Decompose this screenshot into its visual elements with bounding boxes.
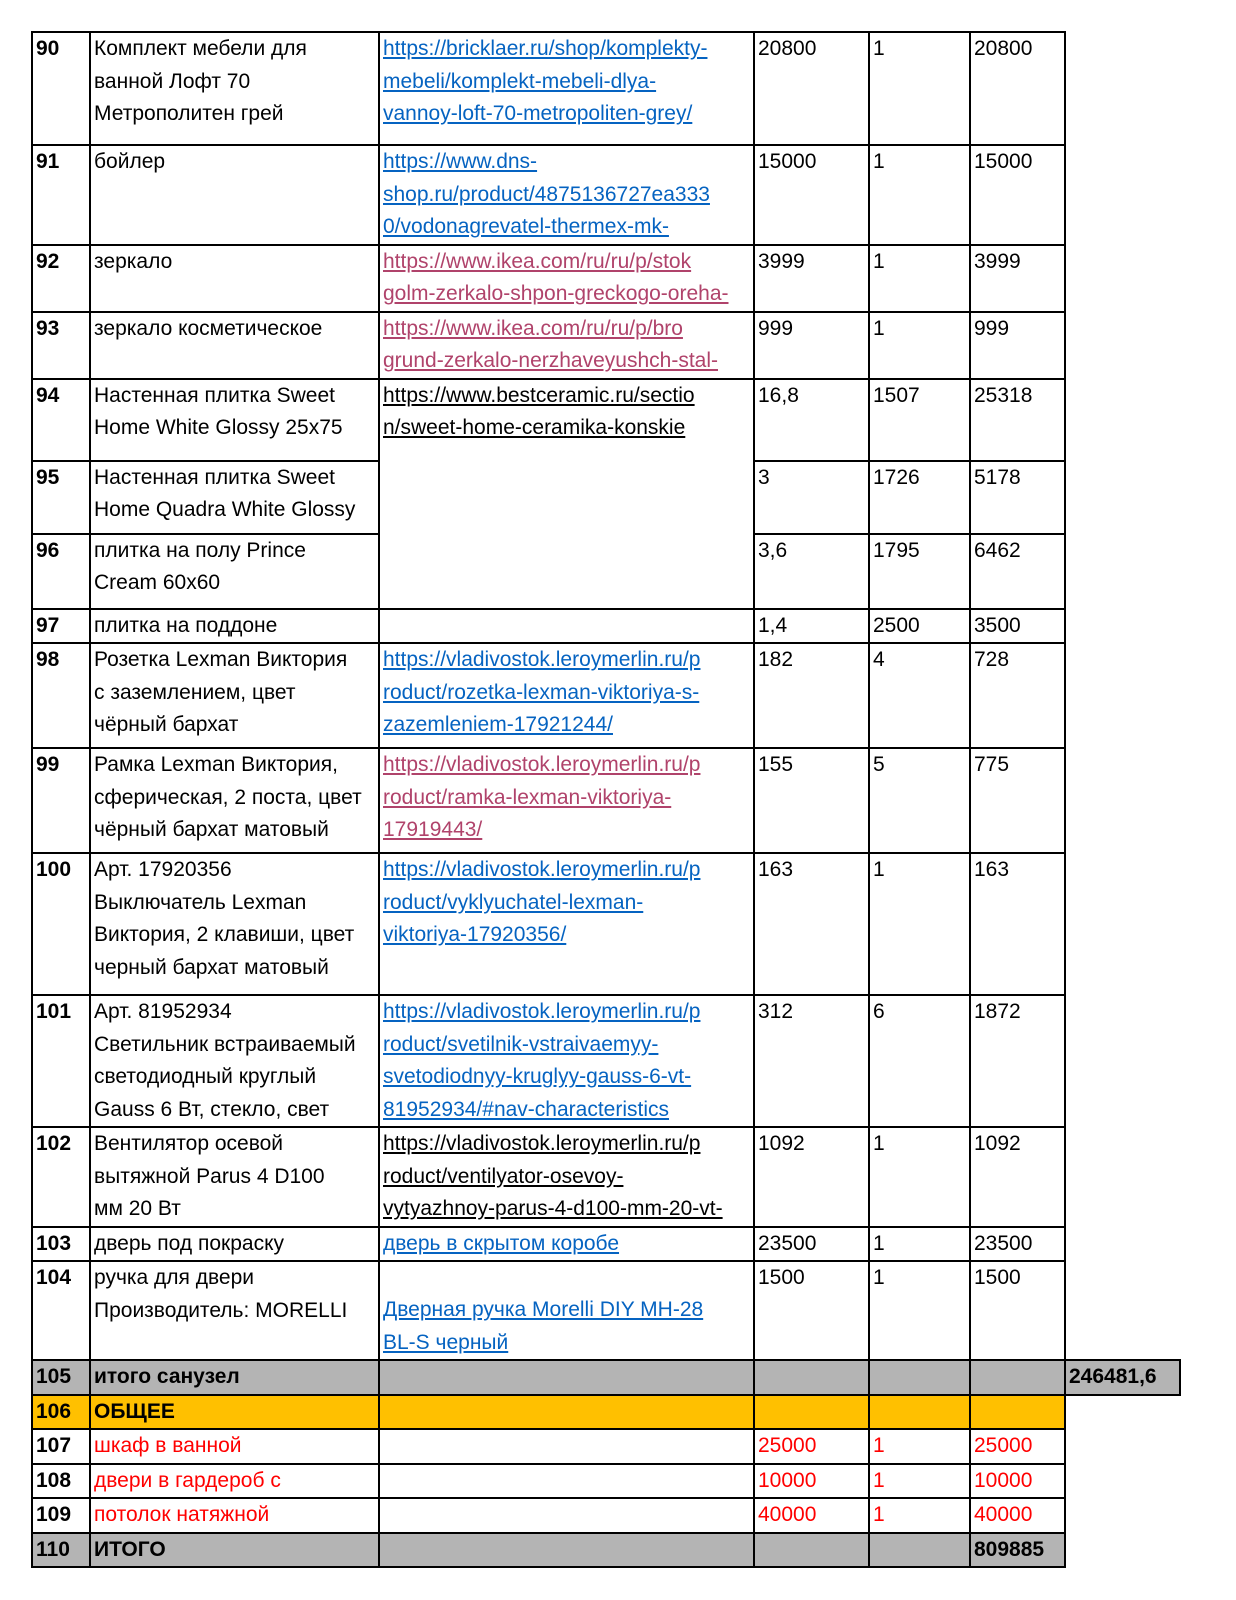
sum-cell: 1500 bbox=[970, 1261, 1065, 1360]
table-row bbox=[32, 145, 1180, 245]
table-row bbox=[32, 32, 1180, 145]
quantity-cell: 1 bbox=[869, 32, 970, 145]
empty-cell bbox=[1065, 1429, 1180, 1464]
item-link-cell bbox=[379, 1464, 754, 1499]
empty-cell bbox=[1065, 1227, 1180, 1262]
quantity-cell: 5 bbox=[869, 748, 970, 853]
quantity-cell bbox=[869, 1533, 970, 1568]
empty-cell bbox=[1065, 461, 1180, 534]
item-link-cell bbox=[379, 643, 754, 748]
sum-cell: 40000 bbox=[970, 1498, 1065, 1533]
row-number-cell: 106 bbox=[32, 1395, 90, 1430]
table-row bbox=[32, 1127, 1180, 1227]
empty-cell bbox=[1065, 995, 1180, 1127]
item-link[interactable]: https://vladivostok.leroymerlin.ru/p roduct/rozetka-lexman-viktoriya-s- zazemleniem-17921244/ bbox=[383, 648, 701, 736]
quantity-cell: 4 bbox=[869, 643, 970, 748]
item-link[interactable]: дверь в скрытом коробе bbox=[383, 1231, 620, 1255]
item-link-cell bbox=[379, 1498, 754, 1533]
price-cell: 10000 bbox=[754, 1464, 869, 1499]
table-row bbox=[32, 245, 1180, 312]
price-cell: 15000 bbox=[754, 145, 869, 245]
sum-cell: 10000 bbox=[970, 1464, 1065, 1499]
quantity-cell: 1 bbox=[869, 1261, 970, 1360]
item-link-cell bbox=[379, 609, 754, 644]
row-number-cell: 109 bbox=[32, 1498, 90, 1533]
item-name-cell: плитка на полу Prince Cream 60x60 bbox=[90, 534, 379, 609]
row-number-cell: 100 bbox=[32, 853, 90, 995]
item-link[interactable]: https://vladivostok.leroymerlin.ru/p roduct/vyklyuchatel-lexman- viktoriya-17920356/ bbox=[383, 858, 701, 946]
item-link-cell bbox=[379, 1429, 754, 1464]
price-cell: 23500 bbox=[754, 1227, 869, 1262]
item-link[interactable]: https://vladivostok.leroymerlin.ru/p roduct/svetilnik-vstraivaemyy- svetodiodnyy-kruglyy-gauss-6-vt- 81952934/#nav-characteristics bbox=[383, 1000, 701, 1121]
item-link-cell bbox=[379, 1261, 754, 1360]
table-row bbox=[32, 748, 1180, 853]
table-row bbox=[32, 1395, 1180, 1430]
item-name-cell: Настенная плитка Sweet Home White Glossy 25x75 bbox=[90, 379, 379, 461]
sum-cell: 3500 bbox=[970, 609, 1065, 644]
empty-cell bbox=[1065, 32, 1180, 145]
table-row bbox=[32, 312, 1180, 379]
sum-cell: 999 bbox=[970, 312, 1065, 379]
empty-cell bbox=[1065, 312, 1180, 379]
item-name-cell: Вентилятор осевой вытяжной Parus 4 D100 мм 20 Вт bbox=[90, 1127, 379, 1227]
item-name-cell: двери в гардероб с bbox=[90, 1464, 379, 1499]
row-number-cell: 101 bbox=[32, 995, 90, 1127]
row-number-cell: 97 bbox=[32, 609, 90, 644]
price-cell: 155 bbox=[754, 748, 869, 853]
price-cell bbox=[754, 1533, 869, 1568]
empty-cell bbox=[1065, 1498, 1180, 1533]
price-cell: 999 bbox=[754, 312, 869, 379]
price-cell: 1500 bbox=[754, 1261, 869, 1360]
spreadsheet-table bbox=[31, 31, 1181, 1568]
price-cell bbox=[754, 1360, 869, 1395]
price-cell: 3,6 bbox=[754, 534, 869, 609]
quantity-cell: 1726 bbox=[869, 461, 970, 534]
table-row bbox=[32, 1261, 1180, 1360]
table-row bbox=[32, 643, 1180, 748]
quantity-cell: 1 bbox=[869, 312, 970, 379]
sum-cell: 809885 bbox=[970, 1533, 1065, 1568]
empty-cell bbox=[1065, 1127, 1180, 1227]
sum-cell: 1872 bbox=[970, 995, 1065, 1127]
item-link-cell bbox=[379, 1360, 754, 1395]
price-cell: 163 bbox=[754, 853, 869, 995]
item-link[interactable]: https://vladivostok.leroymerlin.ru/p roduct/ramka-lexman-viktoriya- 17919443/ bbox=[383, 753, 701, 841]
price-cell: 3 bbox=[754, 461, 869, 534]
quantity-cell: 1795 bbox=[869, 534, 970, 609]
table-row bbox=[32, 1464, 1180, 1499]
empty-cell bbox=[1065, 1533, 1180, 1568]
price-cell: 3999 bbox=[754, 245, 869, 312]
item-name-cell: шкаф в ванной bbox=[90, 1429, 379, 1464]
item-link-text: https://vladivostok.leroymerlin.ru/p roduct/ventilyator-osevoy- vytyazhnoy-parus-4-d100-mm-20-vt- bbox=[383, 1132, 723, 1220]
row-number-cell: 95 bbox=[32, 461, 90, 534]
empty-cell bbox=[1065, 1261, 1180, 1360]
sum-cell: 775 bbox=[970, 748, 1065, 853]
table-row bbox=[32, 995, 1180, 1127]
row-number-cell: 99 bbox=[32, 748, 90, 853]
empty-cell bbox=[1065, 643, 1180, 748]
row-number-cell: 103 bbox=[32, 1227, 90, 1262]
sum-cell bbox=[970, 1360, 1065, 1395]
price-cell: 16,8 bbox=[754, 379, 869, 461]
quantity-cell: 1 bbox=[869, 1464, 970, 1499]
item-name-cell: ручка для двери Производитель: MORELLI bbox=[90, 1261, 379, 1360]
empty-cell bbox=[1065, 1464, 1180, 1499]
empty-cell bbox=[1065, 748, 1180, 853]
quantity-cell: 1 bbox=[869, 1429, 970, 1464]
item-link-cell bbox=[379, 1227, 754, 1262]
item-link-cell bbox=[379, 32, 754, 145]
sum-cell: 728 bbox=[970, 643, 1065, 748]
price-cell: 1,4 bbox=[754, 609, 869, 644]
table-row bbox=[32, 1360, 1180, 1395]
sum-cell bbox=[970, 1395, 1065, 1430]
item-name-cell: Арт. 17920356 Выключатель Lexman Виктория, 2 клавиши, цвет черный бархат матовый bbox=[90, 853, 379, 995]
empty-cell bbox=[1065, 379, 1180, 461]
price-cell: 1092 bbox=[754, 1127, 869, 1227]
item-link[interactable]: https://www.dns- shop.ru/product/4875136727ea333 0/vodonagrevatel-thermex-mk- bbox=[383, 150, 710, 238]
sum-cell: 3999 bbox=[970, 245, 1065, 312]
item-link-cell bbox=[379, 1395, 754, 1430]
item-link-cell bbox=[379, 145, 754, 245]
table-row bbox=[32, 1227, 1180, 1262]
item-link-cell bbox=[379, 748, 754, 853]
sum-cell: 25318 bbox=[970, 379, 1065, 461]
quantity-cell: 1 bbox=[869, 853, 970, 995]
row-number-cell: 98 bbox=[32, 643, 90, 748]
item-name-cell: ОБЩЕЕ bbox=[90, 1395, 379, 1430]
sum-cell: 23500 bbox=[970, 1227, 1065, 1262]
empty-cell bbox=[1065, 853, 1180, 995]
row-number-cell: 96 bbox=[32, 534, 90, 609]
item-name-cell: Розетка Lexman Виктория с заземлением, цвет чёрный бархат bbox=[90, 643, 379, 748]
item-link[interactable]: https://www.ikea.com/ru/ru/p/bro grund-zerkalo-nerzhaveyushch-stal- bbox=[383, 316, 718, 372]
empty-cell bbox=[1065, 534, 1180, 609]
item-name-cell: дверь под покраску bbox=[90, 1227, 379, 1262]
row-number-cell: 107 bbox=[32, 1429, 90, 1464]
item-name-cell: плитка на поддоне bbox=[90, 609, 379, 644]
quantity-cell: 1 bbox=[869, 245, 970, 312]
table-row bbox=[32, 1533, 1180, 1568]
sum-cell: 5178 bbox=[970, 461, 1065, 534]
row-number-cell: 90 bbox=[32, 32, 90, 145]
item-link-cell bbox=[379, 995, 754, 1127]
price-cell bbox=[754, 1395, 869, 1430]
item-name-cell: Настенная плитка Sweet Home Quadra White Glossy bbox=[90, 461, 379, 534]
row-number-cell: 105 bbox=[32, 1360, 90, 1395]
row-number-cell: 92 bbox=[32, 245, 90, 312]
price-cell: 25000 bbox=[754, 1429, 869, 1464]
item-link[interactable]: Дверная ручка Morelli DIY MH-28 BL-S черный bbox=[383, 1298, 704, 1354]
empty-cell bbox=[1065, 609, 1180, 644]
item-link-cell bbox=[379, 379, 754, 609]
item-link-cell bbox=[379, 1127, 754, 1227]
subtotal-cell: 246481,6 bbox=[1065, 1360, 1180, 1395]
item-name-cell: Арт. 81952934 Светильник встраиваемый светодиодный круглый Gauss 6 Вт, стекло, свет bbox=[90, 995, 379, 1127]
item-name-cell: потолок натяжной bbox=[90, 1498, 379, 1533]
quantity-cell: 1 bbox=[869, 1127, 970, 1227]
quantity-cell: 2500 bbox=[869, 609, 970, 644]
price-cell: 312 bbox=[754, 995, 869, 1127]
item-link-cell bbox=[379, 1533, 754, 1568]
table-row bbox=[32, 853, 1180, 995]
item-link-cell bbox=[379, 312, 754, 379]
row-number-cell: 93 bbox=[32, 312, 90, 379]
price-cell: 182 bbox=[754, 643, 869, 748]
quantity-cell: 1 bbox=[869, 1498, 970, 1533]
item-name-cell: зеркало косметическое bbox=[90, 312, 379, 379]
row-number-cell: 108 bbox=[32, 1464, 90, 1499]
sum-cell: 1092 bbox=[970, 1127, 1065, 1227]
empty-cell bbox=[1065, 145, 1180, 245]
quantity-cell: 1507 bbox=[869, 379, 970, 461]
quantity-cell: 6 bbox=[869, 995, 970, 1127]
item-name-cell: Комплект мебели для ванной Лофт 70 Метрополитен грей bbox=[90, 32, 379, 145]
sum-cell: 20800 bbox=[970, 32, 1065, 145]
table-row bbox=[32, 609, 1180, 644]
row-number-cell: 110 bbox=[32, 1533, 90, 1568]
table-row bbox=[32, 379, 1180, 461]
item-name-cell: итого санузел bbox=[90, 1360, 379, 1395]
item-name-cell: бойлер bbox=[90, 145, 379, 245]
row-number-cell: 102 bbox=[32, 1127, 90, 1227]
item-link-text: https://www.bestceramic.ru/sectio n/sweet-home-ceramika-konskie bbox=[383, 383, 695, 439]
item-name-cell: зеркало bbox=[90, 245, 379, 312]
row-number-cell: 94 bbox=[32, 379, 90, 461]
item-link-cell bbox=[379, 245, 754, 312]
item-link[interactable]: https://bricklaer.ru/shop/komplekty- mebeli/komplekt-mebeli-dlya- vannoy-loft-70-metropoliten-grey/ bbox=[383, 37, 708, 125]
price-cell: 20800 bbox=[754, 32, 869, 145]
row-number-cell: 104 bbox=[32, 1261, 90, 1360]
quantity-cell bbox=[869, 1360, 970, 1395]
item-link[interactable]: https://www.ikea.com/ru/ru/p/stok golm-zerkalo-shpon-greckogo-oreha- bbox=[383, 249, 729, 305]
item-name-cell: ИТОГО bbox=[90, 1533, 379, 1568]
quantity-cell: 1 bbox=[869, 1227, 970, 1262]
empty-cell bbox=[1065, 245, 1180, 312]
item-link-cell bbox=[379, 853, 754, 995]
quantity-cell bbox=[869, 1395, 970, 1430]
quantity-cell: 1 bbox=[869, 145, 970, 245]
sum-cell: 15000 bbox=[970, 145, 1065, 245]
table-row bbox=[32, 1498, 1180, 1533]
price-cell: 40000 bbox=[754, 1498, 869, 1533]
item-name-cell: Рамка Lexman Виктория, сферическая, 2 поста, цвет чёрный бархат матовый bbox=[90, 748, 379, 853]
row-number-cell: 91 bbox=[32, 145, 90, 245]
sum-cell: 163 bbox=[970, 853, 1065, 995]
empty-cell bbox=[1065, 1395, 1180, 1430]
sum-cell: 6462 bbox=[970, 534, 1065, 609]
table-row bbox=[32, 1429, 1180, 1464]
sum-cell: 25000 bbox=[970, 1429, 1065, 1464]
